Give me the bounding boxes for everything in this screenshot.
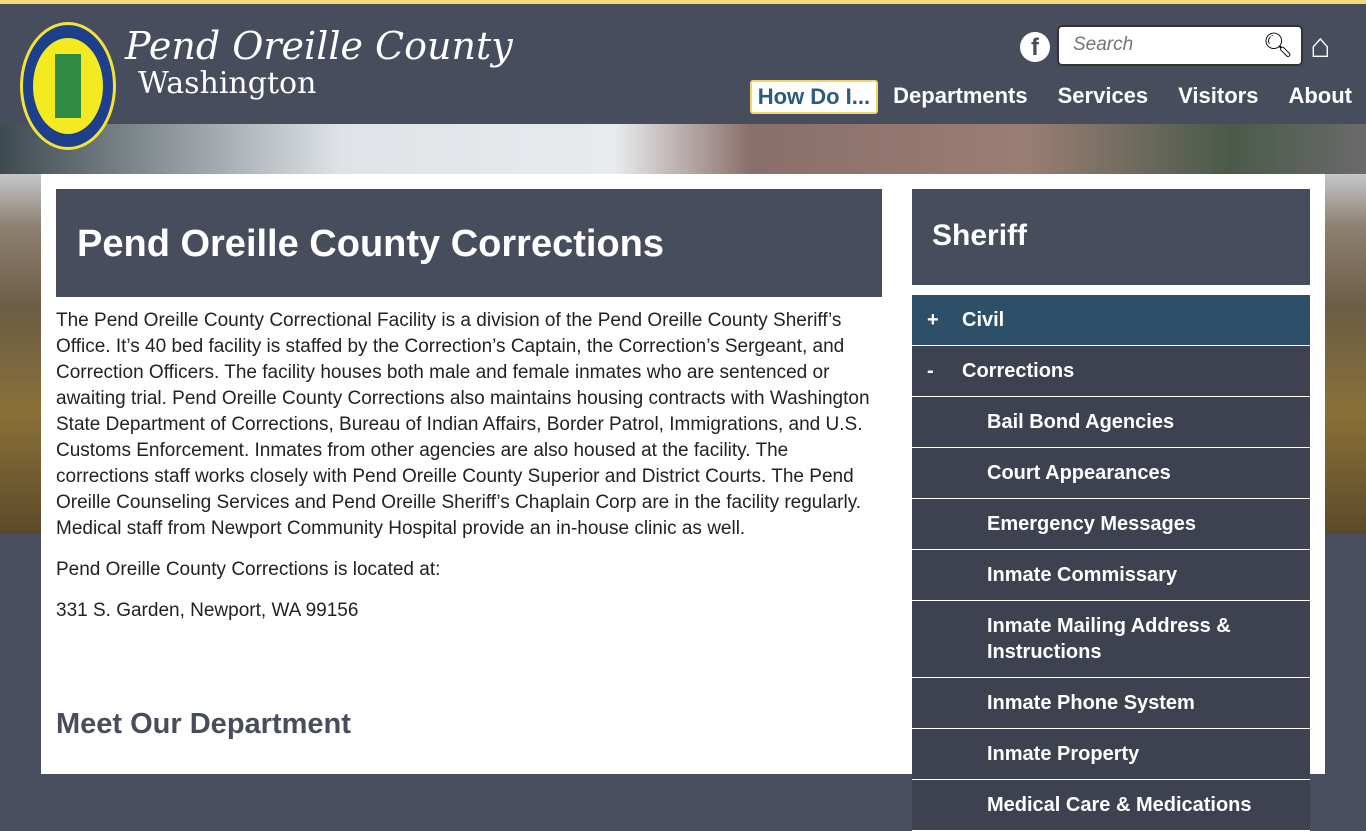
site-title[interactable]: Pend Oreille County [125,24,513,68]
search-icon[interactable]: 🔍︎ [1262,32,1293,59]
search-input[interactable] [1073,27,1263,63]
county-seal-logo[interactable] [20,22,116,150]
sidebar-subitem[interactable]: Inmate Mailing Address & Instructions [912,601,1310,678]
nav-how-do-i[interactable]: How Do I... [750,80,878,114]
sidebar-subitem[interactable]: Inmate Phone System [912,678,1310,729]
sidebar-item-civil[interactable] [912,295,1310,346]
sidebar-subitem[interactable]: Court Appearances [912,448,1310,499]
site-subtitle[interactable]: Washington [138,66,317,101]
page-title: Pend Oreille County Corrections [56,189,882,297]
nav-visitors[interactable]: Visitors [1178,83,1259,108]
home-icon[interactable]: ⌂ [1310,27,1331,65]
nav-about[interactable]: About [1288,83,1352,108]
search-box [1057,25,1303,66]
sidebar-subitem[interactable]: Bail Bond Agencies [912,397,1310,448]
sidebar-subitem[interactable]: Emergency Messages [912,499,1310,550]
sidebar-subitem[interactable]: Inmate Property [912,729,1310,780]
nav-departments[interactable]: Departments [893,83,1028,108]
sidebar-title[interactable]: Sheriff [912,189,1310,285]
expand-icon[interactable]: + [927,309,939,331]
address: 331 S. Garden, Newport, WA 99156 [56,600,359,621]
sidebar-item-label: Corrections [962,360,1075,382]
location-label: Pend Oreille County Corrections is located at: [56,559,441,580]
sidebar-nav [912,189,1310,831]
nav-services[interactable]: Services [1057,83,1149,108]
page-body [56,308,886,639]
sidebar-subitem[interactable]: Medical Care & Medications [912,780,1310,831]
section-heading: Meet Our Department [56,708,351,740]
sidebar-item-label: Civil [962,309,1005,331]
sidebar-item-corrections[interactable] [912,346,1310,397]
collapse-icon[interactable]: - [927,360,934,382]
sidebar-subitem[interactable]: Inmate Commissary [912,550,1310,601]
content-area [41,174,1325,816]
facebook-icon[interactable]: f [1020,32,1050,62]
main-nav [750,80,1352,114]
intro-paragraph: The Pend Oreille County Correctional Facility is a division of the Pend Oreille County Sheriff’s Office. It’s 40 bed facility is staffed by the Correction’s Captain, the Correction’s Sergeant, and Correction Officers. The facility houses both male and female inmates who are sentenced or awaiting trial. Pend Oreille County Corrections also maintains housing contracts with Washington State Department of Corrections, Bureau of Indian Affairs, Border Patrol, Immigrations, and U.S. Customs Enforcement. Inmates from other agencies are also housed at the facility. The corrections staff works closely with Pend Oreille County Superior and District Courts. The Pend Oreille Counseling Services and Pend Oreille Sheriff’s Chaplain Corp are in the facility regularly. Medical staff from Newport Community Hospital provide an in-house clinic as well. [56,310,870,539]
